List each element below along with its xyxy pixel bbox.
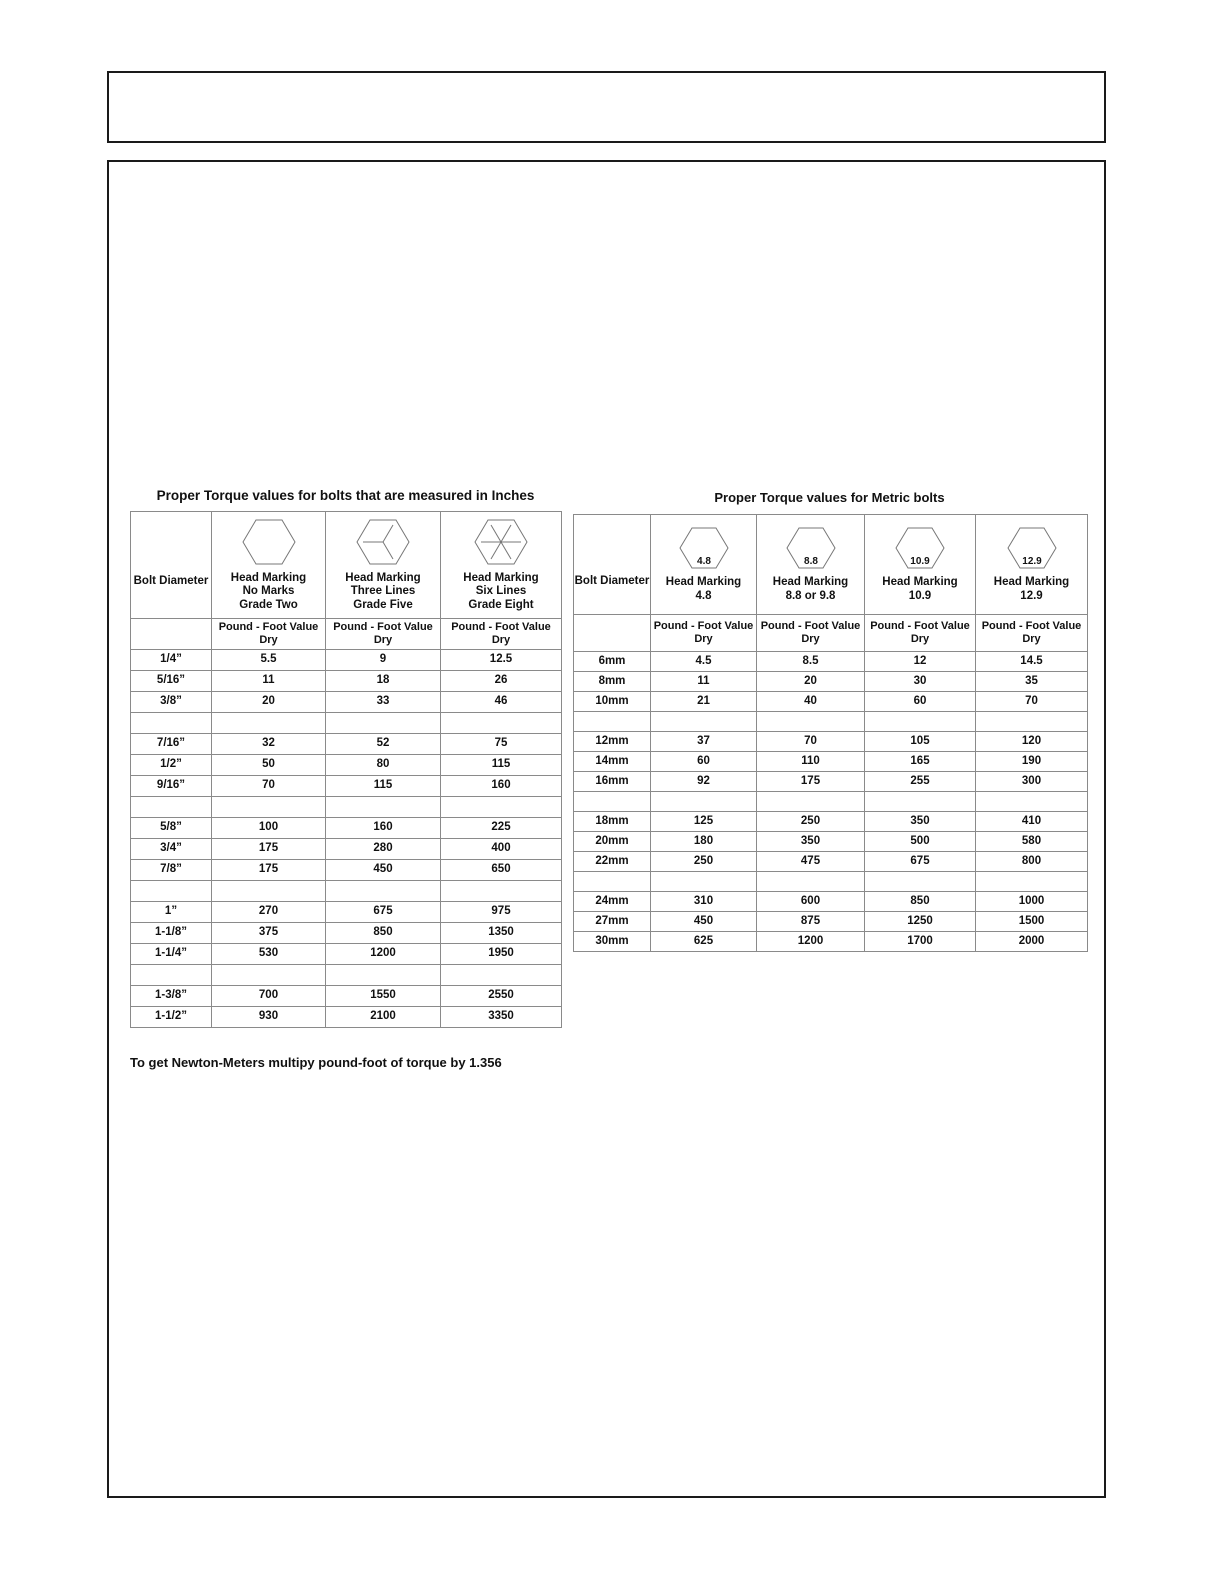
table-row bbox=[131, 818, 562, 839]
torque-value-cell: 3350 bbox=[441, 1007, 562, 1028]
table-row bbox=[574, 792, 1088, 812]
torque-value-cell: 37 bbox=[651, 732, 757, 752]
units-label: Pound - Foot Value bbox=[760, 620, 861, 633]
torque-value-cell: 1950 bbox=[441, 944, 562, 965]
table-row bbox=[131, 839, 562, 860]
torque-value-cell: 20 bbox=[757, 672, 865, 692]
bolt-size-cell: 1/4” bbox=[131, 650, 212, 671]
class-4-8-header bbox=[651, 515, 757, 615]
torque-value-cell bbox=[326, 713, 441, 734]
grade-eight-header bbox=[441, 512, 562, 619]
bolt-size-cell: 1-1/4” bbox=[131, 944, 212, 965]
units-cell bbox=[651, 615, 757, 652]
table-row bbox=[131, 944, 562, 965]
table-row bbox=[574, 832, 1088, 852]
torque-value-cell: 1500 bbox=[976, 912, 1088, 932]
torque-value-cell: 270 bbox=[212, 902, 326, 923]
torque-value-cell: 450 bbox=[326, 860, 441, 881]
torque-value-cell: 675 bbox=[865, 852, 976, 872]
torque-value-cell: 60 bbox=[651, 752, 757, 772]
torque-value-cell: 160 bbox=[441, 776, 562, 797]
torque-value-cell: 400 bbox=[441, 839, 562, 860]
torque-value-cell: 115 bbox=[441, 755, 562, 776]
class-10-9-line1: Head Marking bbox=[882, 576, 958, 589]
units-cell bbox=[757, 615, 865, 652]
table-row bbox=[131, 881, 562, 902]
grade-five-line2: Three Lines bbox=[350, 585, 416, 598]
bolt-size-cell: 3/4” bbox=[131, 839, 212, 860]
table-row bbox=[574, 672, 1088, 692]
torque-value-cell bbox=[865, 712, 976, 732]
torque-value-cell bbox=[757, 712, 865, 732]
plain-hex-head-icon bbox=[241, 518, 297, 566]
bolt-size-cell: 10mm bbox=[574, 692, 651, 712]
bolt-diameter-header bbox=[574, 515, 651, 615]
torque-value-cell: 52 bbox=[326, 734, 441, 755]
torque-value-cell: 975 bbox=[441, 902, 562, 923]
table-row bbox=[574, 812, 1088, 832]
torque-value-cell: 300 bbox=[976, 772, 1088, 792]
units-empty-cell bbox=[131, 619, 212, 650]
torque-value-cell: 30 bbox=[865, 672, 976, 692]
table-row bbox=[131, 860, 562, 881]
torque-value-cell: 9 bbox=[326, 650, 441, 671]
table-row bbox=[131, 923, 562, 944]
class-8-8-line1: Head Marking bbox=[772, 576, 849, 589]
torque-value-cell: 180 bbox=[651, 832, 757, 852]
torque-value-cell: 1200 bbox=[757, 932, 865, 952]
torque-value-cell: 70 bbox=[757, 732, 865, 752]
units-cell bbox=[326, 619, 441, 650]
class-10-9-header bbox=[865, 515, 976, 615]
torque-value-cell bbox=[212, 797, 326, 818]
class-10-9-line2: 10.9 bbox=[908, 589, 932, 602]
conversion-note: To get Newton-Meters multipy pound-foot of torque by 1.356 bbox=[130, 1055, 502, 1070]
torque-value-cell: 33 bbox=[326, 692, 441, 713]
torque-value-cell: 675 bbox=[326, 902, 441, 923]
torque-value-cell: 280 bbox=[326, 839, 441, 860]
inch-header-row bbox=[131, 512, 562, 619]
units-label: Pound - Foot Value bbox=[333, 621, 433, 634]
table-row bbox=[131, 734, 562, 755]
torque-value-cell: 875 bbox=[757, 912, 865, 932]
bolt-diameter-label: Bolt Diameter bbox=[574, 574, 650, 587]
torque-value-cell: 580 bbox=[976, 832, 1088, 852]
grade-five-line1: Head Marking bbox=[345, 572, 421, 585]
bolt-size-cell: 1-1/8” bbox=[131, 923, 212, 944]
torque-value-cell: 26 bbox=[441, 671, 562, 692]
torque-value-cell: 8.5 bbox=[757, 652, 865, 672]
bolt-size-cell: 24mm bbox=[574, 892, 651, 912]
bolt-size-cell bbox=[574, 792, 651, 812]
torque-value-cell: 625 bbox=[651, 932, 757, 952]
torque-value-cell: 40 bbox=[757, 692, 865, 712]
class-12-9-line1: Head Marking bbox=[993, 576, 1070, 589]
units-cell bbox=[212, 619, 326, 650]
units-label: Pound - Foot Value bbox=[653, 620, 754, 633]
units-condition: Dry bbox=[801, 633, 820, 645]
torque-value-cell: 35 bbox=[976, 672, 1088, 692]
torque-value-cell bbox=[212, 713, 326, 734]
torque-value-cell: 160 bbox=[326, 818, 441, 839]
torque-value-cell bbox=[757, 792, 865, 812]
torque-value-cell: 350 bbox=[865, 812, 976, 832]
table-row bbox=[574, 732, 1088, 752]
torque-value-cell: 2550 bbox=[441, 986, 562, 1007]
torque-value-cell: 115 bbox=[326, 776, 441, 797]
metric-header-row bbox=[574, 515, 1088, 615]
units-cell bbox=[865, 615, 976, 652]
torque-value-cell: 1250 bbox=[865, 912, 976, 932]
bolt-size-cell bbox=[131, 713, 212, 734]
torque-value-cell: 75 bbox=[441, 734, 562, 755]
torque-value-cell bbox=[976, 712, 1088, 732]
bolt-size-cell: 3/8” bbox=[131, 692, 212, 713]
torque-value-cell: 20 bbox=[212, 692, 326, 713]
torque-value-cell: 70 bbox=[212, 776, 326, 797]
bolt-size-cell bbox=[131, 881, 212, 902]
class-8-8-line2: 8.8 or 9.8 bbox=[785, 589, 836, 602]
torque-value-cell: 32 bbox=[212, 734, 326, 755]
inch-table-title: Proper Torque values for bolts that are measured in Inches bbox=[156, 488, 535, 503]
metric-units-row bbox=[574, 615, 1088, 652]
units-cell bbox=[441, 619, 562, 650]
grade-two-header bbox=[212, 512, 326, 619]
torque-value-cell: 255 bbox=[865, 772, 976, 792]
torque-value-cell: 21 bbox=[651, 692, 757, 712]
bolt-size-cell: 1-1/2” bbox=[131, 1007, 212, 1028]
table-row bbox=[131, 965, 562, 986]
units-condition: Dry bbox=[491, 634, 511, 646]
units-empty-cell bbox=[574, 615, 651, 652]
bolt-size-cell: 7/8” bbox=[131, 860, 212, 881]
units-condition: Dry bbox=[694, 633, 713, 645]
torque-value-cell: 120 bbox=[976, 732, 1088, 752]
torque-value-cell: 12.5 bbox=[441, 650, 562, 671]
table-row bbox=[131, 986, 562, 1007]
torque-value-cell: 2100 bbox=[326, 1007, 441, 1028]
torque-value-cell: 92 bbox=[651, 772, 757, 792]
hex-head-10-9-icon bbox=[894, 526, 946, 570]
torque-value-cell bbox=[441, 713, 562, 734]
grade-eight-line2: Six Lines bbox=[475, 585, 527, 598]
three-line-hex-head-icon bbox=[355, 518, 411, 566]
torque-value-cell: 1550 bbox=[326, 986, 441, 1007]
torque-value-cell: 4.5 bbox=[651, 652, 757, 672]
grade-eight-line1: Head Marking bbox=[463, 572, 539, 585]
torque-value-cell: 12 bbox=[865, 652, 976, 672]
torque-value-cell: 1200 bbox=[326, 944, 441, 965]
bolt-size-cell: 9/16” bbox=[131, 776, 212, 797]
torque-value-cell bbox=[976, 872, 1088, 892]
bolt-size-cell: 16mm bbox=[574, 772, 651, 792]
bolt-size-cell: 30mm bbox=[574, 932, 651, 952]
torque-value-cell: 70 bbox=[976, 692, 1088, 712]
table-row bbox=[574, 652, 1088, 672]
header-box bbox=[107, 71, 1106, 143]
table-row bbox=[574, 932, 1088, 952]
hex-label: 8.8 bbox=[803, 556, 818, 568]
table-row bbox=[131, 1007, 562, 1028]
hex-head-4-8-icon bbox=[678, 526, 730, 570]
hex-head-12-9-icon bbox=[1006, 526, 1058, 570]
units-cell bbox=[976, 615, 1088, 652]
table-row bbox=[131, 650, 562, 671]
metric-torque-table bbox=[573, 514, 1088, 952]
bolt-size-cell bbox=[131, 965, 212, 986]
torque-value-cell bbox=[651, 872, 757, 892]
torque-value-cell bbox=[326, 965, 441, 986]
torque-value-cell: 175 bbox=[212, 839, 326, 860]
bolt-size-cell bbox=[131, 797, 212, 818]
torque-value-cell: 5.5 bbox=[212, 650, 326, 671]
table-row bbox=[574, 752, 1088, 772]
torque-value-cell: 530 bbox=[212, 944, 326, 965]
bolt-size-cell: 27mm bbox=[574, 912, 651, 932]
class-4-8-line2: 4.8 bbox=[695, 589, 712, 602]
torque-value-cell: 11 bbox=[651, 672, 757, 692]
torque-value-cell: 14.5 bbox=[976, 652, 1088, 672]
torque-value-cell: 500 bbox=[865, 832, 976, 852]
torque-value-cell: 175 bbox=[212, 860, 326, 881]
torque-value-cell bbox=[441, 965, 562, 986]
bolt-size-cell: 14mm bbox=[574, 752, 651, 772]
torque-value-cell bbox=[441, 881, 562, 902]
table-row bbox=[574, 892, 1088, 912]
torque-value-cell bbox=[865, 792, 976, 812]
torque-value-cell: 18 bbox=[326, 671, 441, 692]
units-label: Pound - Foot Value bbox=[870, 620, 970, 633]
torque-value-cell: 80 bbox=[326, 755, 441, 776]
inch-units-row bbox=[131, 619, 562, 650]
table-row bbox=[131, 902, 562, 923]
table-row bbox=[574, 912, 1088, 932]
torque-value-cell: 250 bbox=[757, 812, 865, 832]
bolt-size-cell: 18mm bbox=[574, 812, 651, 832]
table-row bbox=[131, 797, 562, 818]
torque-value-cell: 600 bbox=[757, 892, 865, 912]
torque-value-cell: 50 bbox=[212, 755, 326, 776]
torque-value-cell: 450 bbox=[651, 912, 757, 932]
torque-value-cell bbox=[326, 881, 441, 902]
hex-label: 12.9 bbox=[1021, 556, 1042, 568]
metric-table-title: Proper Torque values for Metric bolts bbox=[714, 490, 945, 505]
torque-value-cell bbox=[212, 881, 326, 902]
six-line-hex-head-icon bbox=[473, 518, 529, 566]
torque-value-cell bbox=[651, 792, 757, 812]
torque-value-cell bbox=[326, 797, 441, 818]
torque-value-cell: 350 bbox=[757, 832, 865, 852]
torque-value-cell bbox=[976, 792, 1088, 812]
torque-value-cell: 11 bbox=[212, 671, 326, 692]
class-12-9-header bbox=[976, 515, 1088, 615]
table-row bbox=[574, 772, 1088, 792]
hex-head-8-8-icon bbox=[785, 526, 837, 570]
bolt-diameter-header bbox=[131, 512, 212, 619]
bolt-size-cell: 1” bbox=[131, 902, 212, 923]
torque-value-cell: 800 bbox=[976, 852, 1088, 872]
grade-two-line3: Grade Two bbox=[239, 598, 298, 611]
bolt-size-cell: 1-3/8” bbox=[131, 986, 212, 1007]
bolt-size-cell: 5/8” bbox=[131, 818, 212, 839]
torque-value-cell: 105 bbox=[865, 732, 976, 752]
table-row bbox=[574, 852, 1088, 872]
table-row bbox=[574, 692, 1088, 712]
torque-value-cell: 125 bbox=[651, 812, 757, 832]
torque-value-cell: 410 bbox=[976, 812, 1088, 832]
torque-value-cell: 700 bbox=[212, 986, 326, 1007]
units-label: Pound - Foot Value bbox=[451, 621, 551, 634]
torque-value-cell: 165 bbox=[865, 752, 976, 772]
table-row bbox=[574, 872, 1088, 892]
torque-value-cell: 175 bbox=[757, 772, 865, 792]
torque-value-cell: 310 bbox=[651, 892, 757, 912]
table-row bbox=[131, 755, 562, 776]
bolt-size-cell: 12mm bbox=[574, 732, 651, 752]
bolt-size-cell: 1/2” bbox=[131, 755, 212, 776]
bolt-size-cell: 6mm bbox=[574, 652, 651, 672]
bolt-size-cell: 7/16” bbox=[131, 734, 212, 755]
units-condition: Dry bbox=[259, 634, 278, 646]
bolt-size-cell: 5/16” bbox=[131, 671, 212, 692]
torque-value-cell: 930 bbox=[212, 1007, 326, 1028]
table-row bbox=[131, 713, 562, 734]
table-row bbox=[131, 671, 562, 692]
torque-value-cell bbox=[757, 872, 865, 892]
torque-value-cell: 850 bbox=[865, 892, 976, 912]
torque-value-cell: 1350 bbox=[441, 923, 562, 944]
units-condition: Dry bbox=[373, 634, 393, 646]
bolt-size-cell: 20mm bbox=[574, 832, 651, 852]
torque-value-cell: 60 bbox=[865, 692, 976, 712]
torque-value-cell bbox=[865, 872, 976, 892]
units-condition: Dry bbox=[1022, 633, 1041, 645]
torque-value-cell: 46 bbox=[441, 692, 562, 713]
class-8-8-header bbox=[757, 515, 865, 615]
torque-value-cell: 1000 bbox=[976, 892, 1088, 912]
bolt-diameter-label: Bolt Diameter bbox=[133, 575, 209, 588]
bolt-size-cell bbox=[574, 712, 651, 732]
hex-label: 4.8 bbox=[696, 556, 711, 568]
grade-two-line1: Head Marking bbox=[230, 572, 307, 585]
torque-value-cell: 850 bbox=[326, 923, 441, 944]
hex-label: 10.9 bbox=[910, 556, 930, 568]
units-condition: Dry bbox=[910, 633, 930, 645]
table-row bbox=[574, 712, 1088, 732]
units-label: Pound - Foot Value bbox=[218, 621, 319, 634]
table-row bbox=[131, 692, 562, 713]
torque-value-cell bbox=[651, 712, 757, 732]
inch-torque-table bbox=[130, 511, 562, 1028]
class-12-9-line2: 12.9 bbox=[1020, 589, 1043, 602]
grade-two-line2: No Marks bbox=[242, 585, 295, 598]
grade-eight-line3: Grade Eight bbox=[468, 598, 534, 611]
torque-value-cell: 650 bbox=[441, 860, 562, 881]
torque-value-cell: 190 bbox=[976, 752, 1088, 772]
torque-value-cell: 225 bbox=[441, 818, 562, 839]
torque-value-cell bbox=[441, 797, 562, 818]
torque-value-cell bbox=[212, 965, 326, 986]
torque-value-cell: 2000 bbox=[976, 932, 1088, 952]
torque-value-cell: 1700 bbox=[865, 932, 976, 952]
grade-five-line3: Grade Five bbox=[353, 598, 413, 611]
class-4-8-line1: Head Marking bbox=[665, 576, 742, 589]
torque-value-cell: 250 bbox=[651, 852, 757, 872]
torque-value-cell: 110 bbox=[757, 752, 865, 772]
torque-value-cell: 475 bbox=[757, 852, 865, 872]
table-row bbox=[131, 776, 562, 797]
bolt-size-cell: 22mm bbox=[574, 852, 651, 872]
bolt-size-cell: 8mm bbox=[574, 672, 651, 692]
bolt-size-cell bbox=[574, 872, 651, 892]
torque-value-cell: 100 bbox=[212, 818, 326, 839]
units-label: Pound - Foot Value bbox=[981, 620, 1082, 633]
grade-five-header bbox=[326, 512, 441, 619]
torque-value-cell: 375 bbox=[212, 923, 326, 944]
